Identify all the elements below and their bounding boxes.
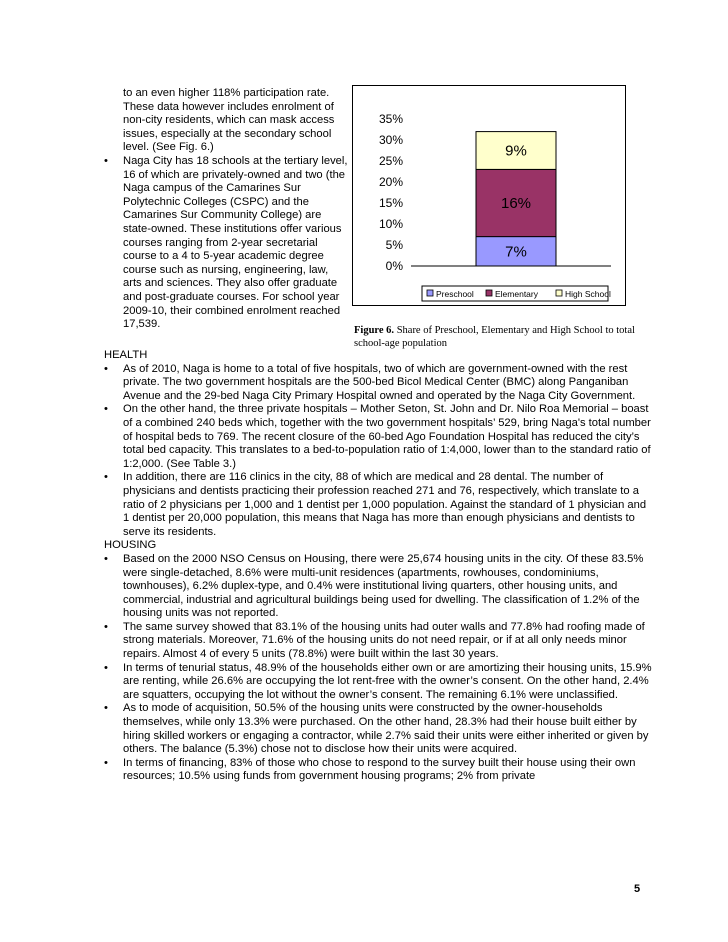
bullet-icon: • — [104, 471, 108, 484]
bullet-icon: • — [104, 362, 108, 375]
bullet-icon: • — [104, 702, 108, 715]
list-item-text: As of 2010, Naga is home to a total of five hospitals, two of which are government-owned with the rest private. The two government hospitals are the 500-bed Bicol Medical Center (BMC) along Panganiban Avenue and the 29-bed Naga City Primary Hospital owned and operated by the Naga City Government. — [123, 362, 636, 402]
top-text-block — [104, 87, 348, 332]
legend-label: Elementary — [495, 289, 538, 299]
figure-caption-text: Share of Preschool, Elementary and High School to total school-age population — [354, 325, 635, 349]
y-tick-label: 0% — [385, 259, 403, 273]
bullet-icon: • — [104, 661, 108, 674]
legend-label: High School — [565, 289, 611, 299]
list-item-text: Based on the 2000 NSO Census on Housing, there were 25,674 housing units in the city. Of these 83.5% were single-detached, 8.6% were multi-unit residences (apartments, rowhouses, condominiums, townhouses), 6.2% duplex-type, and 0.4% were institutional living quarters, other housing units, and commercial, industrial and agricultural buildings being used for dwelling. The classification of 1.2% of the housing units was not reported. — [123, 552, 644, 620]
page-number: 5 — [634, 883, 641, 895]
list-item-text: On the other hand, the three private hospitals – Mother Seton, St. John and Dr. Nilo Roa Memorial – boast of a combined 240 beds which, together with the two government hospitals’ 529, bring Naga's total number of hospital beds to 769. The recent closure of the 60-bed Ago Foundation Hospital has reduced the city’s total bed capacity. This translates to a bed-to-population ratio of 1:4,000, lower than to the standard ratio of 1:2,000. (See Table 3.) — [123, 403, 651, 470]
bullet-icon: • — [104, 756, 108, 769]
list-item — [104, 154, 348, 332]
y-tick-label: 30% — [378, 133, 403, 147]
list-item — [104, 702, 652, 756]
data-label: 9% — [505, 142, 527, 160]
bullet-icon: • — [104, 403, 108, 416]
list-item-text: The same survey showed that 83.1% of the housing units had outer walls and 77.8% had roofing made of strong materials. Moreover, 71.6% of the housing units do not need repair, or if at all only needs minor repairs. Almost 4 of every 5 units (78.8%) were built within the last 30 years. — [123, 620, 645, 661]
figure-label: Figure 6. — [354, 325, 395, 336]
y-tick-label: 10% — [378, 217, 403, 231]
bullet-icon: • — [104, 620, 108, 633]
list-item — [104, 403, 652, 471]
list-item — [104, 553, 652, 621]
data-label: 16% — [500, 195, 532, 212]
list-item — [104, 621, 652, 662]
list-item-text: As to mode of acquisition, 50.5% of the housing units were constructed by the owner-households themselves, while only 13.3% were purchased. On the other hand, 28.3% had their house built either by hiring skilled workers or engaging a contractor, while 2.7% said their units were either inherited or given by others. The balance (5.3%) chose not to disclose how their units were acquired. — [123, 702, 649, 756]
list-item-text: In terms of financing, 83% of those who chose to respond to the survey built their house using their own resources; 10.5% using funds from government housing programs; 2% from private — [123, 756, 636, 783]
bullet-icon: • — [104, 154, 108, 167]
y-tick-label: 15% — [378, 196, 403, 210]
y-tick-label: 5% — [385, 238, 403, 252]
y-tick-label: 20% — [378, 175, 403, 189]
list-item — [104, 757, 652, 784]
data-label: 7% — [505, 243, 527, 261]
legend-label: Preschool — [436, 289, 474, 299]
list-item-text: In terms of tenurial status, 48.9% of the households either own or are amortizing their housing units, 15.9% are renting, while 26.6% are occupying the lot rent-free with the owner’s consent. On the other hand, 2.4% are squatters, occupying the lot without the owner’s consent. The remaining 6.1% were unclassified. — [123, 661, 652, 701]
legend-swatch — [427, 290, 433, 296]
stacked-bar-chart — [353, 86, 625, 305]
legend-swatch — [556, 290, 562, 296]
list-item — [104, 363, 652, 404]
chart-frame — [352, 85, 626, 306]
list-item-text: In addition, there are 116 clinics in the city, 88 of which are medical and 28 dental. The number of physicians and dentists practicing their profession reached 271 and 76, respectively, which translate to a ratio of 2 physicians per 1,000 and 1 dentist per 1,000 population. Against the standard of 1 physician and 1 dentist per 20,000 population, this means that Naga has more than enough physicians and dentists to serve its residents. — [123, 471, 647, 538]
list-item — [104, 662, 652, 703]
list-item — [104, 471, 652, 539]
housing-heading: HOUSING — [104, 539, 157, 552]
bullet-text: Naga City has 18 schools at the tertiary level, 16 of which are privately-owned and two (the Naga campus of the Camarines Sur Polytechnic Colleges (CSPC) and the Camarines Sur Community College) are state-owned. These institutions offer various courses ranging from 2-year secretarial course to a 4 to 5-year academic degree course such as nursing, engineering, law, arts and sciences. They also offer graduate and post-graduate courses. For school year 2009-10, their combined enrolment reached 17,539. — [123, 154, 348, 331]
bullet-icon: • — [104, 552, 108, 565]
legend-swatch — [486, 290, 492, 296]
y-tick-label: 25% — [378, 154, 403, 168]
main-text — [104, 349, 652, 784]
figure-caption — [354, 324, 644, 350]
y-tick-label: 35% — [378, 112, 403, 126]
continuation-paragraph: to an even higher 118% participation rate. These data however includes enrolment of non-city residents, which can mask access issues, especially at the secondary school level. (See Fig. 6.) — [123, 87, 335, 154]
health-heading: HEALTH — [104, 349, 148, 361]
